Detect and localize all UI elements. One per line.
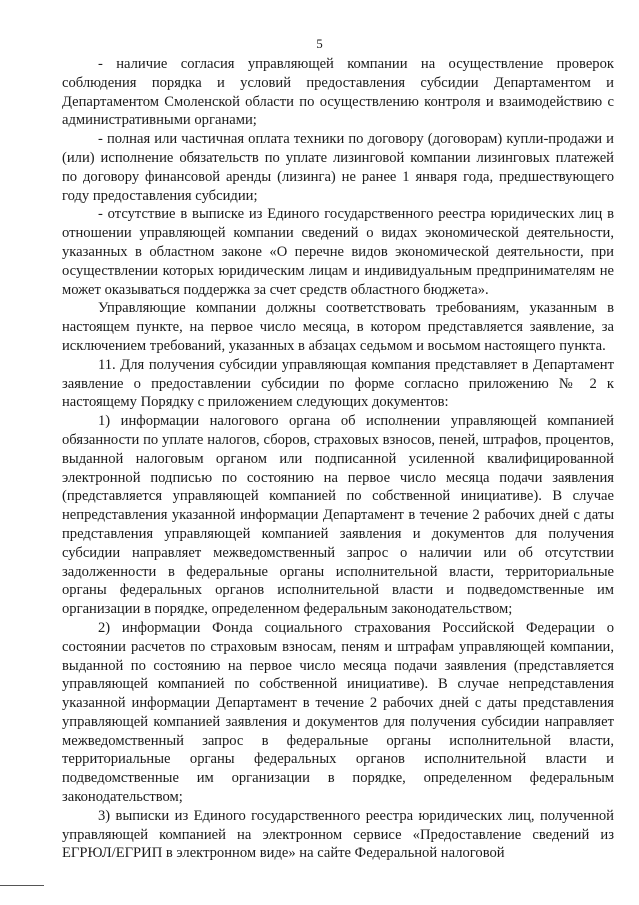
paragraph-compliance-requirements: Управляющие компании должны соответствовать требованиям, указанным в настоящем пункте, на первое число месяца, в котором представляется заявление, за исключением требований, указанных в абзацах седьмом и восьмом настоящего пункта.: [62, 300, 614, 354]
paragraph-item-3-egrul-extract: 3) выписки из Единого государственного реестра юридических лиц, полученной управляющей компанией на электронном сервисе «Предоставление сведений из ЕГРЮЛ/ЕГРИП в электронном виде» на сайте Федеральной налоговой: [62, 807, 614, 862]
paragraph-equipment-payment: - полная или частичная оплата техники по договору (договорам) купли-продажи и (или) исполнение обязательств по уплате лизинговой компании лизинговых платежей по договору финансовой аренды (лизинга) не ранее 1 января года, предшествующего году предоставления субсидии;: [62, 131, 614, 204]
paragraph-item-2-social-fund-info: 2) информации Фонда социального страхования Российской Федерации о состоянии расчетов по страховым взносам, пеням и штрафам управляющей компании, выданной по состоянию на первое число месяца подачи заявления (представляется управляющей компанией по собственной инициативе). В случае непредставления указанной информации Департамент в течение 2 рабочих дней с даты представления управляющей компанией заявления и документов для получения субсидии направляет межведомственный запрос в федеральные органы исполнительной власти, территориальные органы федеральных органов исполнительной власти и подведомственные им организации в порядке, определенном федеральным законодательством;: [62, 619, 614, 806]
footer-rule: [0, 885, 44, 886]
document-body: [62, 55, 614, 863]
page-number: 5: [316, 36, 323, 51]
paragraph-consent-to-inspections: - наличие согласия управляющей компании на осуществление проверок соблюдения порядка и условий предоставления субсидии Департаментом и Департаментом Смоленской области по осуществлению контроля и взаимодействию с административными органами;: [62, 56, 614, 129]
paragraph-item-1-tax-info: 1) информации налогового органа об исполнении управляющей компанией обязанности по уплате налогов, сборов, страховых взносов, пеней, штрафов, процентов, выданной налоговым органом или подписанной усиленной квалифицированной электронной подписью по состоянию на первое число месяца подачи заявления (представляется управляющей компанией по собственной инициативе). В случае непредставления указанной информации Департамент в течение 2 рабочих дней с даты представления управляющей компанией заявления и документов для получения субсидии направляет межведомственный запрос о наличии или об отсутствии задолженности в федеральные органы исполнительной власти, территориальные органы федеральных органов исполнительной власти и подведомственные им организации в порядке, определенном федеральным законодательством;: [62, 413, 614, 618]
paragraph-clause-11: 11. Для получения субсидии управляющая компания представляет в Департамент заявление о предоставлении субсидии по форме согласно приложению № 2 к настоящему Порядку с приложением следующих документов:: [62, 356, 614, 411]
paragraph-egrul-extract-absence: - отсутствие в выписке из Единого государственного реестра юридических лиц в отношении управляющей компании сведений о видах экономической деятельности, указанных в областном законе «О перечне видов экономической деятельности, при осуществлении которых юридическим лицам и индивидуальным предпринимателям не может оказываться поддержка за счет средств областного бюджета».: [62, 206, 614, 298]
